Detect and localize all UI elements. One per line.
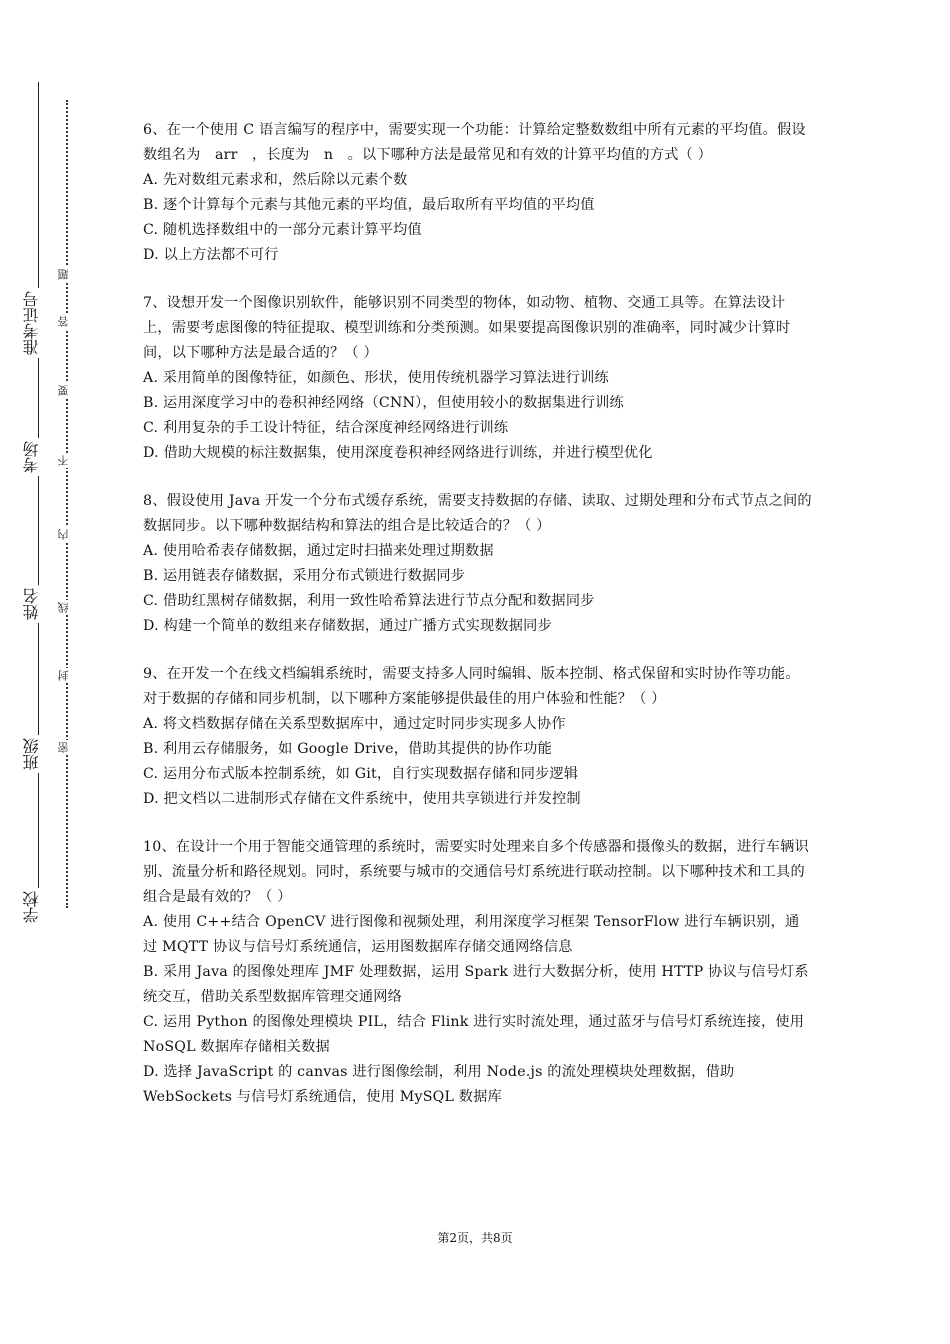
question-stem: 10、在设计一个用于智能交通管理的系统时，需要实时处理来自多个传感器和摄像头的数据，进行车辆识别、流量分析和路径规划。同时，系统要与城市的交通信号灯系统进行联动控制。以下哪种技术和工具的组合是最有效的？（ ） — [143, 839, 809, 905]
option-a: A. 将文档数据存储在关系型数据库中，通过定时同步实现多人协作 — [143, 716, 566, 732]
option-d: D. 以上方法都不可行 — [143, 247, 279, 263]
seal-char-yao: 要 — [58, 383, 74, 398]
field-name: 姓名 — [24, 585, 52, 623]
option-a: A. 采用简单的图像特征，如颜色、形状，使用传统机器学习算法进行训练 — [143, 370, 609, 386]
seal-dotted-line — [66, 100, 68, 908]
option-b: B. 运用链表存储数据，采用分布式锁进行数据同步 — [143, 568, 466, 584]
option-b: B. 利用云存储服务，如 Google Drive，借助其提供的协作功能 — [143, 741, 552, 757]
question-8 — [143, 489, 813, 639]
question-stem: 6、在一个使用 C 语言编写的程序中，需要实现一个功能：计算给定整数数组中所有元素的平均值。假设数组名为 arr ，长度为 n 。以下哪种方法是最常见和有效的计算平均值的方式（ ） — [143, 122, 806, 163]
seal-char-mi: 密 — [58, 740, 74, 755]
field-school: 学校 — [24, 888, 52, 926]
page-number: 第2页，共8页 — [437, 1231, 513, 1245]
field-exam-id: 准考证号 — [24, 288, 52, 358]
question-6 — [143, 118, 813, 268]
question-10 — [143, 835, 813, 1110]
field-exam-room: 考场 — [24, 438, 52, 476]
option-d: D. 借助大规模的标注数据集，使用深度卷积神经网络进行训练，并进行模型优化 — [143, 445, 653, 461]
seal-char-da: 答 — [58, 314, 74, 329]
question-7 — [143, 291, 813, 466]
exam-binding-margin — [0, 0, 90, 1344]
seal-char-ti: 题 — [58, 267, 74, 282]
option-a: A. 先对数组元素求和，然后除以元素个数 — [143, 172, 408, 188]
question-9 — [143, 662, 813, 812]
seal-char-nei: 内 — [58, 527, 74, 542]
seal-char-feng: 封 — [58, 668, 74, 683]
seal-char-xian: 线 — [58, 600, 74, 615]
field-class: 班级 — [24, 735, 52, 773]
option-b: B. 采用 Java 的图像处理库 JMF 处理数据，运用 Spark 进行大数据分析，使用 HTTP 协议与信号灯系统交互，借助关系型数据库管理交通网络 — [143, 964, 809, 1005]
binding-line — [38, 82, 39, 920]
option-d: D. 把文档以二进制形式存储在文件系统中，使用共享锁进行并发控制 — [143, 791, 581, 807]
question-stem: 9、在开发一个在线文档编辑系统时，需要支持多人同时编辑、版本控制、格式保留和实时协作等功能。对于数据的存储和同步机制，以下哪种方案能够提供最佳的用户体验和性能？（ ） — [143, 666, 800, 707]
option-c: C. 借助红黑树存储数据，利用一致性哈希算法进行节点分配和数据同步 — [143, 593, 595, 609]
option-c: C. 运用 Python 的图像处理模块 PIL，结合 Flink 进行实时流处理，通过蓝牙与信号灯系统连接，使用 NoSQL 数据库存储相关数据 — [143, 1014, 805, 1055]
option-d: D. 选择 JavaScript 的 canvas 进行图像绘制，利用 Node.js 的流处理模块处理数据，借助 WebSockets 与信号灯系统通信，使用 MySQL 数据库 — [143, 1064, 735, 1105]
option-c: C. 运用分布式版本控制系统，如 Git，自行实现数据存储和同步逻辑 — [143, 766, 579, 782]
option-c: C. 利用复杂的手工设计特征，结合深度神经网络进行训练 — [143, 420, 509, 436]
question-stem: 7、设想开发一个图像识别软件，能够识别不同类型的物体，如动物、植物、交通工具等。在算法设计上，需要考虑图像的特征提取、模型训练和分类预测。如果要提高图像识别的准确率，同时减少计算时间，以下哪种方法是最合适的？（ ） — [143, 295, 791, 361]
option-a: A. 使用 C++结合 OpenCV 进行图像和视频处理，利用深度学习框架 TensorFlow 进行车辆识别，通过 MQTT 协议与信号灯系统通信，运用图数据库存储交通网络信息 — [143, 914, 800, 955]
option-b: B. 运用深度学习中的卷积神经网络（CNN），但使用较小的数据集进行训练 — [143, 395, 624, 411]
option-d: D. 构建一个简单的数组来存储数据，通过广播方式实现数据同步 — [143, 618, 552, 634]
option-a: A. 使用哈希表存储数据，通过定时扫描来处理过期数据 — [143, 543, 494, 559]
seal-char-bu: 不 — [58, 453, 74, 468]
option-b: B. 逐个计算每个元素与其他元素的平均值，最后取所有平均值的平均值 — [143, 197, 595, 213]
question-stem: 8、假设使用 Java 开发一个分布式缓存系统，需要支持数据的存储、读取、过期处理和分布式节点之间的数据同步。以下哪种数据结构和算法的组合是比较适合的？（ ） — [143, 493, 812, 534]
option-c: C. 随机选择数组中的一部分元素计算平均值 — [143, 222, 422, 238]
question-list — [143, 118, 813, 1133]
